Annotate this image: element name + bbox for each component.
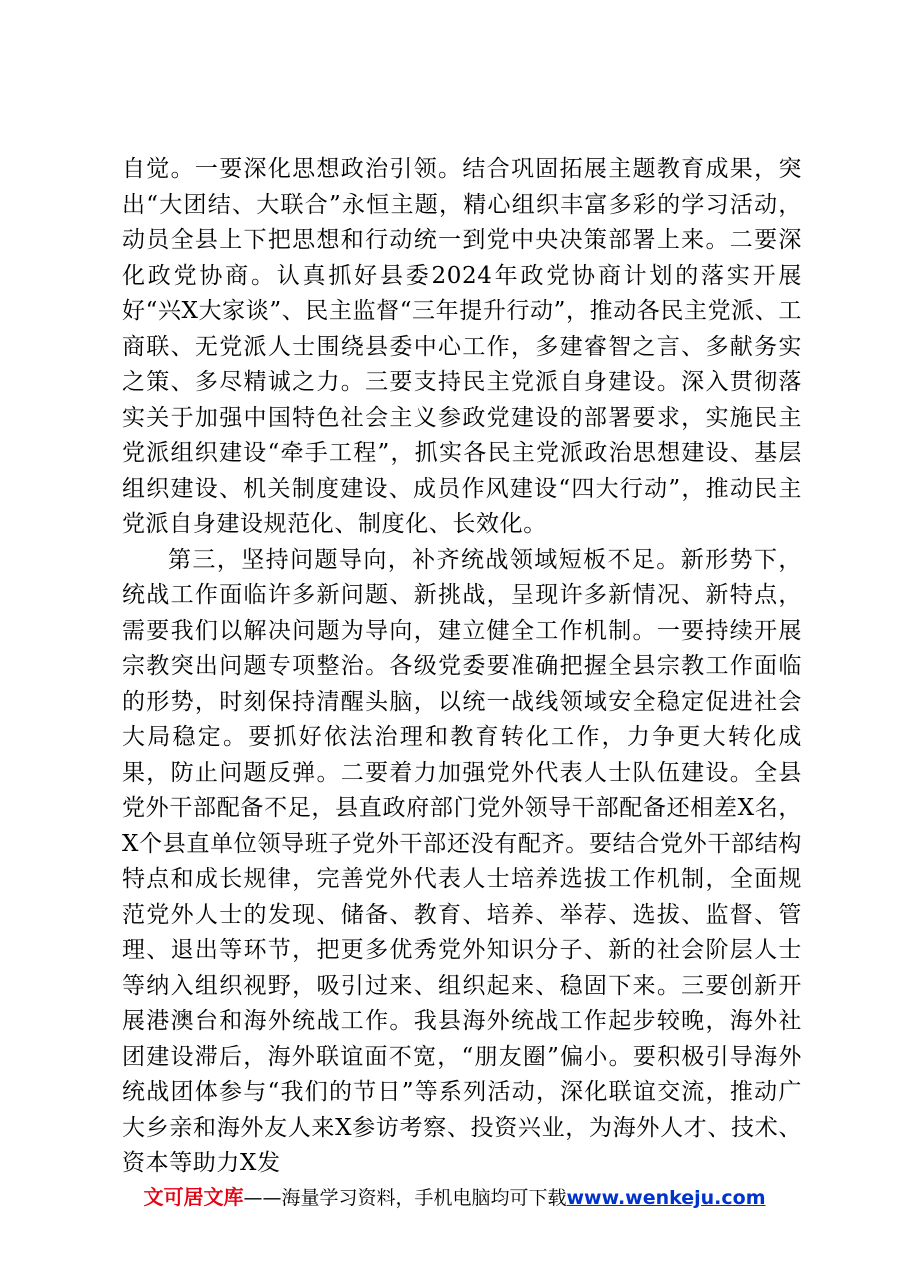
watermark-footer <box>0 1181 909 1210</box>
paragraph-continuation: 自觉。一要深化思想政治引领。结合巩固拓展主题教育成果，突出“大团结、大联合”永恒主题，精心组织丰富多彩的学习活动，动员全县上下把思想和行动统一到党中央决策部署上来。二要深化政党协商。认真抓好县委2024年政党协商计划的落实开展好“兴X大家谈”、民主监督“三年提升行动”，推动各民主党派、工商联、无党派人士围绕县委中心工作，多建睿智之言、多献务实之策、多尽精诚之力。三要支持民主党派自身建设。深入贯彻落实关于加强中国特色社会主义参政党建设的部署要求，实施民主党派组织建设“牵手工程”，抓实各民主党派政治思想建设、基层组织建设、机关制度建设、成员作风建设“四大行动”，推动民主党派自身建设规范化、制度化、长效化。 <box>122 156 803 537</box>
paragraph-third-point: 第三，坚持问题导向，补齐统战领域短板不足。新形势下，统战工作面临许多新问题、新挑战，呈现许多新情况、新特点，需要我们以解决问题为导向，建立健全工作机制。一要持续开展宗教突出问题专项整治。各级党委要准确把握全县宗教工作面临的形势，时刻保持清醒头脑，以统一战线领域安全稳定促进社会大局稳定。要抓好依法治理和教育转化工作，力争更大转化成果，防止问题反弹。二要着力加强党外代表人士队伍建设。全县党外干部配备不足，县直政府部门党外领导干部配备还相差X名，X个县直单位领导班子党外干部还没有配齐。要结合党外干部结构特点和成长规律，完善党外代表人士培养选拔工作机制，全面规范党外人士的发现、储备、教育、培养、举荐、选拔、监督、管理、退出等环节，把更多优秀党外知识分子、新的社会阶层人士等纳入组织视野，吸引过来、组织起来、稳固下来。三要创新开展港澳台和海外统战工作。我县海外统战工作起步较晚，海外社团建设滞后，海外联谊面不宽，“朋友圈”偏小。要积极引导海外统战团体参与“我们的节日”等系列活动，深化联谊交流，推动广大乡亲和海外友人来X参访考察、投资兴业，为海外人才、技术、资本等助力X发 <box>122 546 802 1176</box>
document-body <box>122 152 802 1182</box>
footer-url-link[interactable]: www.wenkeju.com <box>566 1187 766 1209</box>
footer-tagline: ——海量学习资料，手机电脑均可下载 <box>243 1187 567 1209</box>
footer-brand: 文可居文库 <box>143 1185 244 1209</box>
